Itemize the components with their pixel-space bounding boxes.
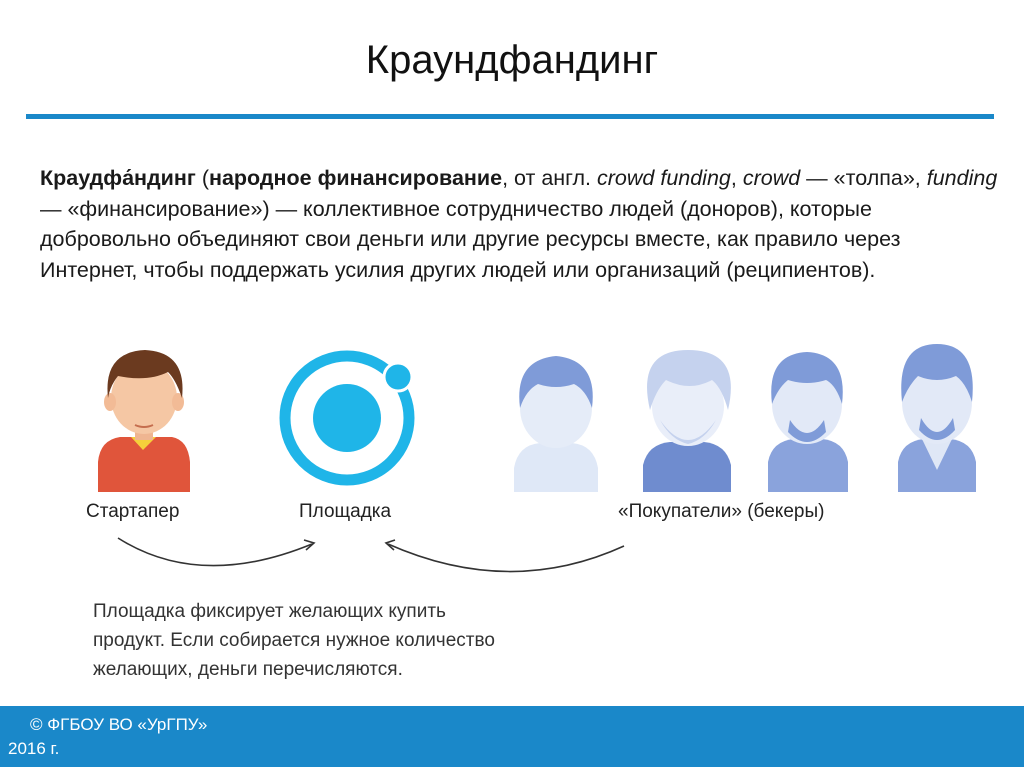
definition-text: ( [195, 166, 209, 190]
definition-text: , от англ. [502, 166, 598, 190]
backer-icon [768, 352, 848, 492]
label-platform: Площадка [299, 501, 392, 522]
definition-term: Краудфа́ндинг [40, 166, 196, 190]
person-starter-icon [98, 350, 190, 492]
label-buyers: «Покупатели» (бекеры) [618, 501, 825, 522]
backer-icon [898, 344, 976, 492]
backer-icon [514, 356, 598, 492]
caption-line: желающих, деньги перечисляются. [93, 659, 403, 680]
definition-english: funding [926, 166, 998, 190]
caption-line: продукт. Если собирается нужное количество [93, 630, 495, 651]
footer-copyright: © ФГБОУ ВО «УрГПУ» [30, 715, 208, 734]
definition-term-ru: народное финансирование [208, 166, 503, 190]
backer-icon [643, 350, 731, 492]
definition-english: crowd [742, 166, 801, 190]
caption-line: Площадка фиксирует желающих купить [93, 601, 446, 622]
definition-text: — «финансирование») — коллективное сотрудничество людей (доноров), которые добровольно объединяют свои деньги или другие ресурсы вместе, как правило через Интернет, чтобы поддержать усилия других людей или организаций (реципиентов). [40, 196, 901, 282]
arrow-icon [386, 540, 624, 572]
caption-text [93, 597, 613, 684]
label-starter: Стартапер [86, 501, 180, 522]
platform-icon [285, 356, 412, 480]
footer-year: 2016 г. [8, 739, 60, 758]
definition-english: crowd funding [597, 166, 731, 190]
definition-text: , [730, 166, 743, 190]
slide-title: Краундфандинг [365, 38, 659, 82]
arrow-icon [118, 538, 314, 566]
definition-text: — «толпа», [800, 166, 927, 190]
